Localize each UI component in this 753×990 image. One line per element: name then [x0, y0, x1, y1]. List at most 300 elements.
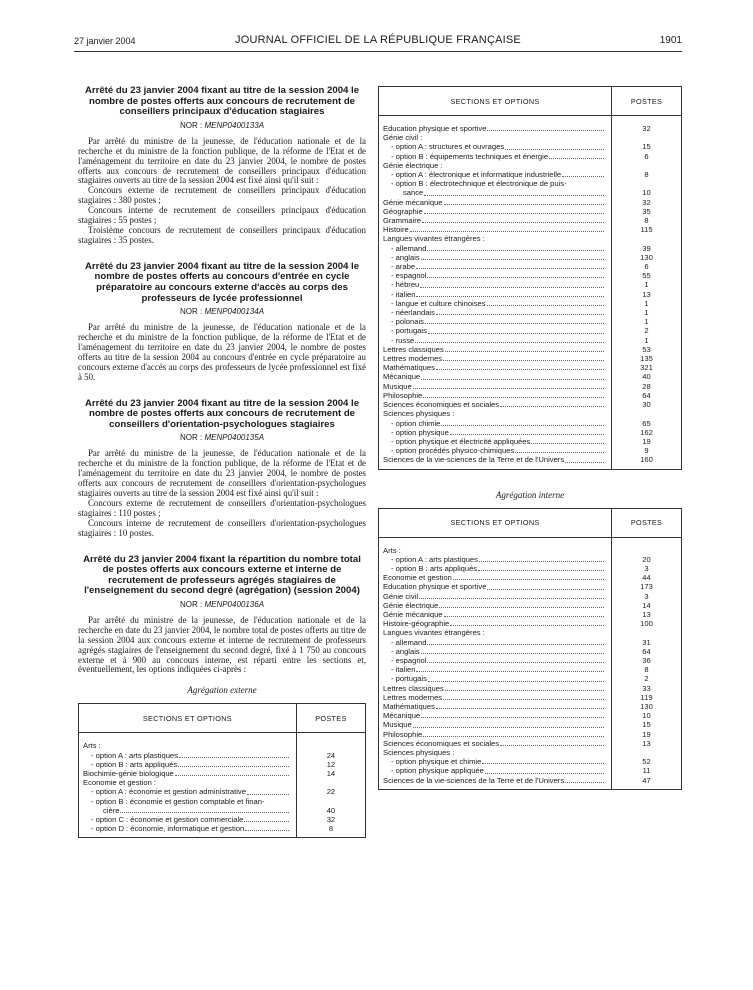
table-row	[379, 592, 681, 601]
postes-value: 321	[640, 363, 653, 373]
table-row	[379, 665, 681, 674]
table-row	[379, 336, 681, 345]
table-row	[379, 326, 681, 335]
section-label: - allemand	[391, 637, 427, 647]
section-label: - option D : économie, informatique et gestion	[91, 824, 245, 834]
postes-value: 30	[642, 400, 651, 410]
nor-reference	[78, 121, 366, 130]
table-row	[379, 748, 681, 757]
table-row	[379, 730, 681, 739]
table-row	[379, 244, 681, 253]
col-header-sections: SECTIONS ET OPTIONS	[79, 704, 296, 733]
section-label-cell	[79, 778, 296, 787]
table-row	[379, 702, 681, 711]
section-label-cell	[379, 674, 612, 683]
section-label: Economie et gestion	[383, 573, 452, 583]
table-row	[379, 601, 681, 610]
postes-value	[612, 748, 681, 757]
table-row	[379, 619, 681, 628]
nor-reference	[78, 600, 366, 609]
section-label: Arts :	[383, 545, 401, 555]
section-label: - option A : arts plastiques	[391, 554, 478, 564]
table-row	[79, 815, 365, 824]
table-row	[379, 308, 681, 317]
table-row	[379, 674, 681, 683]
table-row	[379, 573, 681, 582]
section-label-cell	[379, 656, 612, 665]
table-row	[79, 751, 365, 760]
table-row	[379, 290, 681, 299]
table-row	[379, 262, 681, 271]
postes-value: 135	[640, 354, 653, 364]
postes-value: 10	[642, 188, 651, 198]
arrete-4	[78, 555, 366, 676]
postes-value: 22	[326, 787, 336, 797]
section-label-cell	[379, 582, 612, 591]
table-interne	[378, 508, 682, 790]
postes-value: 31	[642, 637, 651, 647]
table-row	[379, 537, 681, 555]
section-label: Lettres classiques	[383, 683, 444, 693]
section-label-cell	[379, 170, 612, 179]
table-row	[79, 760, 365, 769]
section-label-cell	[379, 299, 612, 308]
postes-value: 44	[642, 573, 651, 583]
postes-value: 173	[640, 582, 653, 592]
table-row	[79, 824, 365, 837]
section-label: Histoire	[383, 225, 409, 235]
paragraph: Par arrêté du ministre de la jeunesse, de l'éducation nationale et de la recherche et du ministre de la fonction publique, de la réforme de l'Etat et de l'aménagement du territoire en date du 23 janvier 2004, le nombre de postes offerts aux concours de recrutement de conseillers principaux d'éducation stagiaires ouverts au titre de la session 2004 est fixé ainsi qu'il suit :	[78, 135, 366, 186]
section-label-cell	[379, 179, 612, 197]
section-label: Sciences économiques et sociales	[383, 738, 500, 748]
postes-value: 39	[642, 243, 651, 253]
section-label-cell	[379, 271, 612, 280]
section-label: Langues vivantes étrangères :	[383, 234, 485, 244]
section-label: Langues vivantes étrangères :	[383, 628, 485, 638]
table-row	[379, 363, 681, 372]
table-row	[379, 170, 681, 179]
section-label: - option A : économie et gestion administrative	[91, 787, 246, 797]
section-label-cell	[379, 280, 612, 289]
postes-value: 1	[644, 335, 649, 345]
section-label-cell	[379, 730, 612, 739]
postes-value: 9	[644, 446, 649, 456]
postes-value: 64	[642, 390, 651, 400]
table-row	[379, 345, 681, 354]
section-label: - option physique et chimie	[391, 757, 482, 767]
postes-value: 20	[642, 554, 651, 564]
table-row	[379, 437, 681, 446]
nor-code: MENP0400134A	[204, 307, 265, 317]
postes-value: 11	[642, 766, 651, 776]
section-label-cell	[379, 455, 612, 468]
postes-value: 162	[640, 427, 653, 437]
table-row	[379, 684, 681, 693]
section-label: - néerlandais	[391, 308, 435, 318]
section-label: Mathématiques	[383, 701, 435, 711]
section-label-cell	[379, 628, 612, 637]
section-label-cell	[379, 739, 612, 748]
table-row	[379, 161, 681, 170]
arrete-title: Arrêté du 23 janvier 2004 fixant au titre de la session 2004 le nombre de postes offerts aux concours de recrutement de conseillers d'orientation-psychologues stagiaires	[84, 397, 360, 430]
col-header-postes: POSTES	[612, 87, 681, 116]
header-page-number: 1901	[659, 35, 682, 46]
paragraph: Par arrêté du ministre de la jeunesse, de l'éducation nationale et de la recherche et du ministre de la fonction publique, de la réforme de l'Etat et de l'aménagement du territoire en date du 23 janvier 2004, le nombre de postes offerts au titre de la session 2004 au concours d'entrée en cycle préparatoire au concours externe d'accès au corps des professeurs de lycée professionnel est fixé à 50.	[78, 322, 366, 382]
nor-reference	[78, 433, 366, 442]
section-label-cell	[379, 354, 612, 363]
col-header-sections: SECTIONS ET OPTIONS	[379, 87, 612, 116]
section-label-cell	[379, 702, 612, 711]
section-label: Arts :	[83, 741, 101, 751]
table-row	[379, 198, 681, 207]
section-label-cell	[79, 815, 296, 824]
section-label-cell	[379, 326, 612, 335]
section-label: Grammaire	[383, 216, 421, 226]
section-label: - polonais	[391, 317, 424, 327]
table-row	[379, 555, 681, 564]
table-row	[379, 564, 681, 573]
section-label: - portugais	[391, 326, 427, 336]
section-label: - espagnol	[391, 271, 427, 281]
section-label: - italien	[391, 665, 416, 675]
table-row	[379, 372, 681, 381]
section-label: Génie mécanique	[383, 609, 443, 619]
postes-value	[296, 733, 365, 751]
table-row	[379, 207, 681, 216]
paragraph: Concours interne de recrutement de conseillers d'orientation-psychologues stagiaires : 10 postes.	[78, 517, 366, 538]
section-label: Géographie	[383, 206, 423, 216]
table-row	[379, 610, 681, 619]
section-label: - option B : économie et gestion comptable et finan-	[91, 796, 265, 806]
postes-value: 1	[644, 308, 649, 318]
section-label: Génie électrique :	[383, 160, 443, 170]
section-label: - espagnol	[391, 655, 427, 665]
postes-value: 55	[642, 271, 651, 281]
section-label-cell	[379, 382, 612, 391]
paragraph: Par arrêté du ministre de la jeunesse, de l'éducation nationale et de la recherche et du ministre de la fonction publique, de la réforme de l'Etat et de l'aménagement du territoire en date du 23 janvier 2004, le nombre de postes offerts aux concours de recrutement de conseillers d'orientation-psychologues stagiaires ouverts au titre de la session 2004 est fixé ainsi qu'il suit :	[78, 448, 366, 498]
section-label: - option B : arts appliqués	[91, 759, 178, 769]
section-label: Lettres modernes	[383, 354, 443, 364]
section-label: - option B : arts appliqués	[391, 563, 478, 573]
section-label: Mécanique	[383, 372, 421, 382]
paragraph: Concours externe de recrutement de conseillers principaux d'éducation stagiaires : 380 postes ;	[78, 185, 366, 206]
arrete-title: Arrêté du 23 janvier 2004 fixant au titre de la session 2004 le nombre de postes offerts aux concours de recrutement de conseillers principaux d'éducation stagiaires	[84, 85, 360, 118]
arrete-3	[78, 399, 366, 539]
caption-agregation-externe: Agrégation externe	[187, 685, 257, 696]
postes-value: 15	[642, 720, 651, 730]
table-row	[379, 628, 681, 637]
postes-value	[612, 133, 681, 142]
section-label-cell	[379, 225, 612, 234]
table-row	[379, 299, 681, 308]
table-row	[379, 693, 681, 702]
table-row	[379, 419, 681, 428]
section-label-cell	[379, 748, 612, 757]
postes-value: 3	[644, 591, 649, 601]
section-label-cell	[79, 797, 296, 815]
table-row	[379, 711, 681, 720]
section-label: Sciences économiques et sociales	[383, 400, 500, 410]
nor-reference	[78, 307, 366, 316]
arrete-title: Arrêté du 23 janvier 2004 fixant la répartition du nombre total de postes offerts aux concours externe et interne de recrutement de professeurs agrégés stagiaires de l'enseignement du second degré (agrégation) (session 2004)	[83, 553, 361, 597]
section-label-cell	[79, 824, 296, 837]
table-row	[379, 739, 681, 748]
section-label-cell	[379, 308, 612, 317]
section-label-cell	[379, 573, 612, 582]
section-label: - anglais	[391, 252, 420, 262]
section-label-cell	[379, 592, 612, 601]
postes-value: 52	[642, 757, 651, 767]
postes-value: 32	[326, 814, 336, 824]
section-label: Musique	[383, 381, 412, 391]
paragraph: Par arrêté du ministre de la jeunesse, de l'éducation nationale et de la recherche en date du 23 janvier 2004, le nombre total de postes offerts au titre de la session 2004 aux concours externe et interne de recrutement de professeurs agrégés stagiaires de l'enseignement du second degré, fixé à 1 750 au concours externe et à 900 au concours interne, est réparti entre les sections et, éventuellement, les options indiquées ci-après :	[78, 614, 366, 675]
table-row	[79, 769, 365, 778]
postes-value: 12	[326, 759, 336, 769]
section-label: Economie et gestion :	[83, 778, 157, 788]
postes-value: 24	[326, 750, 336, 760]
section-label-cell	[379, 336, 612, 345]
postes-value: 8	[328, 824, 334, 834]
postes-value	[612, 628, 681, 637]
postes-value: 28	[642, 381, 651, 391]
section-label-cell	[379, 619, 612, 628]
postes-value: 8	[644, 216, 649, 226]
table-row	[79, 778, 365, 787]
postes-value: 36	[642, 655, 651, 665]
table-row	[379, 766, 681, 775]
postes-value: 14	[642, 600, 651, 610]
section-label: - option physique	[391, 427, 449, 437]
table-row	[379, 647, 681, 656]
table-row	[379, 446, 681, 455]
paragraph: Troisième concours de recrutement de conseillers principaux d'éducation stagiaires : 35 postes.	[78, 224, 366, 245]
table-row	[379, 409, 681, 418]
postes-value: 8	[644, 665, 649, 675]
section-label-cell	[79, 751, 296, 760]
table-row	[79, 787, 365, 796]
section-label: Génie électrique	[383, 600, 439, 610]
postes-value	[296, 778, 365, 787]
postes-value: 8	[644, 170, 649, 180]
section-label-cell	[379, 766, 612, 775]
arrete-1	[78, 86, 366, 246]
section-label: Sciences de la vie-sciences de la Terre et de l'Univers	[383, 775, 565, 785]
section-label: - allemand	[391, 243, 427, 253]
postes-value	[612, 537, 681, 555]
section-label-cell	[379, 601, 612, 610]
section-label-cell	[379, 711, 612, 720]
postes-value: 33	[642, 683, 651, 693]
table-row	[379, 354, 681, 363]
table-row	[79, 797, 365, 815]
section-label-cell	[379, 317, 612, 326]
postes-value: 32	[642, 124, 651, 133]
table-row	[379, 391, 681, 400]
postes-value	[612, 161, 681, 170]
section-label-cell	[79, 787, 296, 796]
table-row	[379, 656, 681, 665]
section-label-continued: sance	[403, 188, 424, 198]
section-label-cell	[379, 400, 612, 409]
table-row	[379, 152, 681, 161]
col-header-postes: POSTES	[296, 704, 365, 733]
section-label: - option A : structures et ouvrages	[391, 142, 505, 152]
section-label: - option A : électronique et informatique industrielle	[391, 170, 562, 180]
section-label-cell	[379, 428, 612, 437]
postes-value: 65	[642, 418, 651, 428]
table-row	[379, 757, 681, 766]
section-label-cell	[379, 665, 612, 674]
postes-value: 13	[642, 609, 651, 619]
postes-value: 14	[326, 768, 336, 778]
table-row	[379, 142, 681, 151]
section-label: - russe	[391, 335, 415, 345]
postes-value: 47	[642, 775, 651, 785]
section-label: Education physique et sportive	[383, 582, 487, 592]
postes-value: 1	[644, 298, 649, 308]
section-label-cell	[379, 372, 612, 381]
col-header-sections: SECTIONS ET OPTIONS	[379, 509, 612, 538]
section-label-cell	[379, 693, 612, 702]
section-label-cell	[379, 647, 612, 656]
postes-value: 119	[640, 692, 653, 702]
section-label: - option B : équipements techniques et énergie	[391, 151, 549, 161]
nor-label: NOR :	[179, 433, 203, 443]
section-label: - arabe	[391, 262, 416, 272]
table-row	[379, 400, 681, 409]
section-label-cell	[379, 555, 612, 564]
section-label-cell	[379, 757, 612, 766]
postes-value: 2	[644, 674, 649, 684]
section-label: - hébreu	[391, 280, 420, 290]
section-label-cell	[379, 262, 612, 271]
postes-value: 40	[326, 805, 336, 815]
section-label-cell	[379, 409, 612, 418]
table-row	[379, 776, 681, 789]
section-label: Philosophie	[383, 390, 423, 400]
section-label-cell	[79, 760, 296, 769]
section-label-cell	[379, 207, 612, 216]
nor-code: MENP0400133A	[204, 120, 265, 130]
postes-value: 40	[642, 372, 651, 382]
postes-value	[612, 234, 681, 243]
section-label: Mécanique	[383, 711, 421, 721]
section-label-cell	[379, 161, 612, 170]
postes-value: 32	[642, 197, 651, 207]
caption-agregation-interne: Agrégation interne	[495, 489, 565, 500]
section-label: - option physique et électricité appliquées	[391, 436, 531, 446]
section-label-cell	[379, 216, 612, 225]
col-header-postes: POSTES	[612, 509, 681, 538]
postes-value: 13	[642, 738, 651, 748]
postes-value: 13	[642, 289, 651, 299]
section-label: Musique	[383, 720, 412, 730]
right-column	[378, 86, 682, 790]
section-label: Génie civil :	[383, 133, 423, 143]
section-label: - option chimie	[391, 418, 441, 428]
postes-value: 15	[642, 142, 651, 152]
section-label-cell	[79, 733, 296, 751]
table-externe-part1	[78, 703, 366, 838]
section-label: - option physique appliquée	[391, 766, 484, 776]
header-date: 27 janvier 2004	[74, 36, 136, 46]
nor-label: NOR :	[179, 599, 203, 609]
section-label: Sciences physiques :	[383, 409, 455, 419]
postes-value: 2	[644, 326, 649, 336]
postes-value: 10	[642, 711, 651, 721]
postes-value	[612, 409, 681, 418]
section-label-cell	[379, 133, 612, 142]
postes-value: 6	[644, 262, 649, 272]
section-label-cell	[379, 684, 612, 693]
section-label-cell	[379, 363, 612, 372]
table-row	[379, 116, 681, 134]
table-row	[379, 280, 681, 289]
section-label-cell	[379, 198, 612, 207]
section-label: Lettres modernes	[383, 692, 443, 702]
postes-value: 19	[642, 436, 651, 446]
section-label: Génie mécanique	[383, 197, 443, 207]
table-row	[379, 216, 681, 225]
table-row	[379, 234, 681, 243]
section-label-cell	[379, 253, 612, 262]
paragraph: Concours externe de recrutement de conseillers d'orientation-psychologues stagiaires : 110 postes ;	[78, 497, 366, 518]
table-row	[379, 133, 681, 142]
table-row	[379, 225, 681, 234]
header-journal-title: JOURNAL OFFICIEL DE LA RÉPUBLIQUE FRANÇAISE	[235, 34, 521, 46]
nor-code: MENP0400135A	[204, 433, 265, 443]
section-label: - option procédés physico-chimiques	[391, 446, 515, 456]
nor-label: NOR :	[179, 120, 203, 130]
section-label: - portugais	[391, 674, 427, 684]
postes-value: 6	[644, 151, 649, 161]
table-row	[379, 179, 681, 197]
postes-value: 100	[640, 619, 653, 629]
postes-value: 1	[644, 280, 649, 290]
section-label-cell	[379, 290, 612, 299]
section-label-cell	[379, 345, 612, 354]
postes-value: 3	[644, 563, 649, 573]
section-label-cell	[379, 391, 612, 400]
section-label-cell	[379, 437, 612, 446]
nor-label: NOR :	[179, 307, 203, 317]
arrete-2	[78, 262, 366, 383]
section-label-cell	[379, 610, 612, 619]
postes-value: 64	[642, 646, 651, 656]
postes-value: 35	[642, 206, 651, 216]
section-label: Biochimie-génie biologique	[83, 768, 174, 778]
postes-value: 19	[642, 729, 651, 739]
header-rule	[74, 51, 682, 52]
section-label-cell	[379, 142, 612, 151]
section-label: - option B : électrotechnique et électronique de puis-	[391, 179, 567, 189]
table-row	[379, 720, 681, 729]
paragraph: Concours interne de recrutement de conseillers principaux d'éducation stagiaires : 55 postes ;	[78, 205, 366, 226]
section-label-cell	[379, 776, 612, 789]
section-label-cell	[379, 720, 612, 729]
nor-code: MENP0400136A	[204, 599, 265, 609]
section-label: Sciences physiques :	[383, 747, 455, 757]
section-label-cell	[379, 638, 612, 647]
table-row	[379, 428, 681, 437]
section-label-cell	[379, 446, 612, 455]
section-label: Sciences de la vie-sciences de la Terre et de l'Univers	[383, 455, 565, 465]
section-label-cell	[379, 152, 612, 161]
section-label: Histoire-géographie	[383, 619, 450, 629]
postes-value: 115	[640, 225, 653, 235]
section-label-cell	[379, 419, 612, 428]
table-row	[79, 733, 365, 751]
